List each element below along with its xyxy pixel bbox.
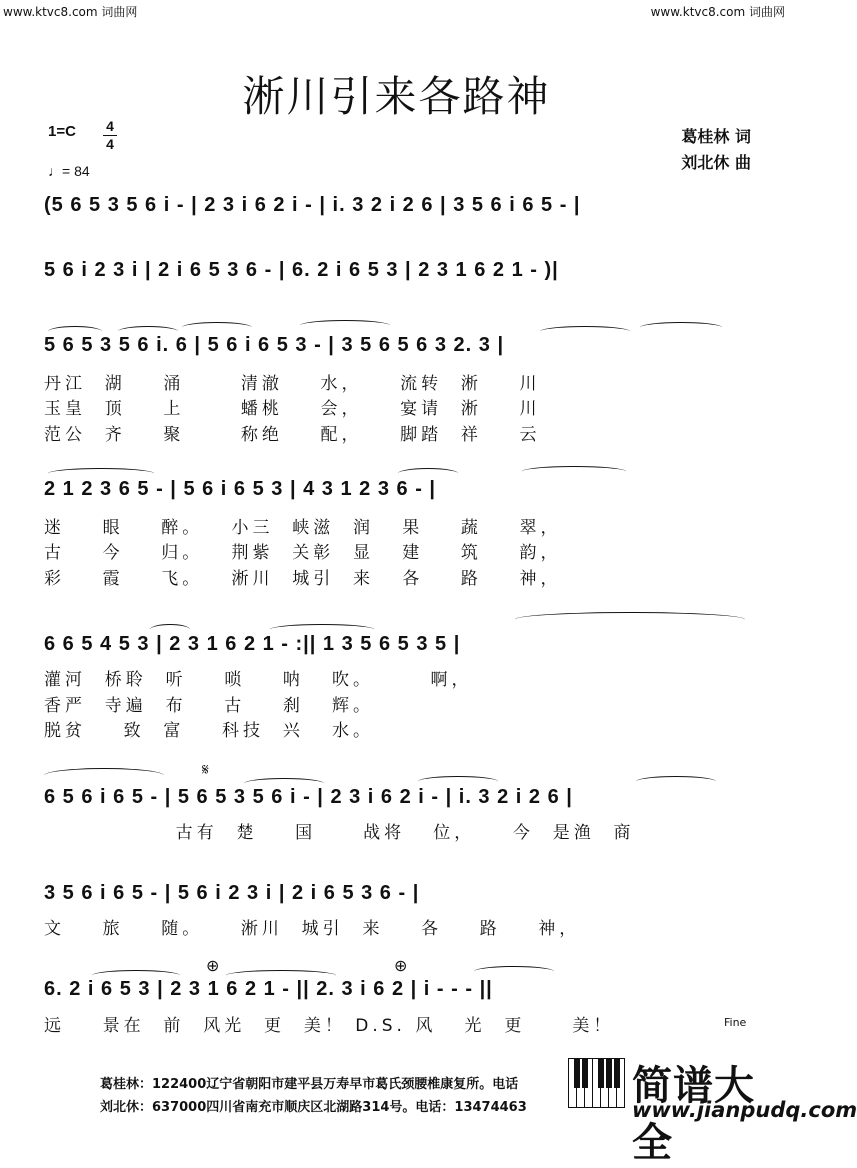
time-bottom: 4	[106, 136, 114, 152]
lyric-line-3-verse-1: 丹江 湖 涌 清澈 水， 流转 淅 川	[44, 374, 541, 394]
time-top: 4	[106, 118, 114, 134]
score-line-6-notes: 6 5 6 i 6 5 - | 5 6 5 3 5 6 i - | 2 3 i 6 2 i - | i. 3 2 i 2 6 |	[44, 786, 573, 808]
score-line-3-notes: 5 6 5 3 5 6 i. 6 | 5 6 i 6 5 3 - | 3 5 6 5 6 3 2. 3 |	[44, 334, 505, 356]
composer-credit: 刘北休 曲	[681, 153, 751, 172]
slur-arc	[474, 966, 554, 977]
lyric-line-4-verse-2: 古 今 归。 荆紫 关彰 显 建 筑 韵，	[44, 543, 562, 563]
slur-arc	[44, 768, 164, 783]
slur-arc	[522, 466, 626, 477]
lyric-line-4-verse-1: 迷 眼 醉。 小三 峡滋 润 果 蔬 翠，	[44, 518, 562, 538]
site-logo[interactable]	[568, 1054, 857, 1166]
lyricist-credit: 葛桂林 词	[681, 127, 751, 146]
footer-lyricist-contact: 葛桂林：122400辽宁省朝阳市建平县万寿早市葛氏颈腰椎康复所。电话	[100, 1077, 519, 1092]
coda-icon: ⊕	[394, 956, 408, 975]
slur-arc	[182, 322, 252, 333]
tempo-marking: ♩= 84	[48, 163, 90, 179]
piano-black-key	[574, 1058, 580, 1088]
header-site-right: www.ktvc8.com 词曲网	[650, 5, 785, 19]
piano-keys-icon	[568, 1058, 626, 1108]
fine-marking: Fine	[724, 1016, 747, 1029]
score-line-4-notes: 2 1 2 3 6 5 - | 5 6 i 6 5 3 | 4 3 1 2 3 6 - |	[44, 478, 437, 500]
coda-icon: ⊕	[206, 956, 220, 975]
lyric-line-8: 远 景在 前 风光 更 美！ D.S. 风 光 更 美！	[44, 1016, 615, 1036]
segno-icon: 𝄋	[202, 760, 209, 779]
slur-arc	[640, 322, 722, 333]
lyric-line-3-verse-2: 玉皇 顶 上 蟠桃 会， 宴请 淅 川	[44, 399, 541, 419]
lyric-line-6: 古有 楚 国 战将 位， 今 是渔 商	[44, 823, 635, 843]
key-signature: 1=C	[48, 123, 76, 140]
piano-black-key	[606, 1058, 612, 1088]
lyric-line-3-verse-3: 范公 齐 聚 称绝 配， 脚踏 祥 云	[44, 425, 541, 445]
score-line-5-notes: 6 6 5 4 5 3 | 2 3 1 6 2 1 - :|| 1 3 5 6 5 3 5 |	[44, 633, 461, 655]
header-site-left: www.ktvc8.com 词曲网	[3, 5, 138, 19]
score-line-7-notes: 3 5 6 i 6 5 - | 5 6 i 2 3 i | 2 i 6 5 3 6 - |	[44, 882, 420, 904]
logo-name: 简谱大全	[632, 1063, 755, 1166]
slur-arc	[300, 320, 390, 331]
logo-url[interactable]: www.jianpudq.com	[632, 1098, 857, 1122]
song-title: 淅川引来各路神	[242, 72, 551, 121]
lyric-line-5-verse-3: 脱贫 致 富 科技 兴 水。	[44, 721, 375, 741]
footer-composer-contact: 刘北休：637000四川省南充市顺庆区北湖路314号。电话：13474463	[100, 1100, 527, 1115]
lyric-line-4-verse-3: 彩 霞 飞。 淅川 城引 来 各 路 神，	[44, 569, 562, 589]
piano-black-key	[598, 1058, 604, 1088]
score-line-8-notes: 6. 2 i 6 5 3 | 2 3 1 6 2 1 - || 2. 3 i 6 2 | i - - - ||	[44, 978, 493, 1000]
score-line-1-notes: (5 6 5 3 5 6 i - | 2 3 i 6 2 i - | i. 3 2 i 2 6 | 3 5 6 i 6 5 - |	[44, 194, 581, 216]
time-signature	[103, 118, 117, 153]
lyric-line-5-verse-2: 香严 寺遍 布 古 刹 辉。	[44, 696, 375, 716]
piano-black-key	[614, 1058, 620, 1088]
slur-arc	[515, 612, 745, 627]
lyric-line-7: 文 旅 随。 淅川 城引 来 各 路 神，	[44, 919, 581, 939]
lyric-line-5-verse-1: 灌河 桥聆 听 唢 呐 吹。 啊，	[44, 670, 473, 690]
piano-black-key	[582, 1058, 588, 1088]
score-line-2-notes: 5 6 i 2 3 i | 2 i 6 5 3 6 - | 6. 2 i 6 5 3 | 2 3 1 6 2 1 - )|	[44, 259, 559, 281]
